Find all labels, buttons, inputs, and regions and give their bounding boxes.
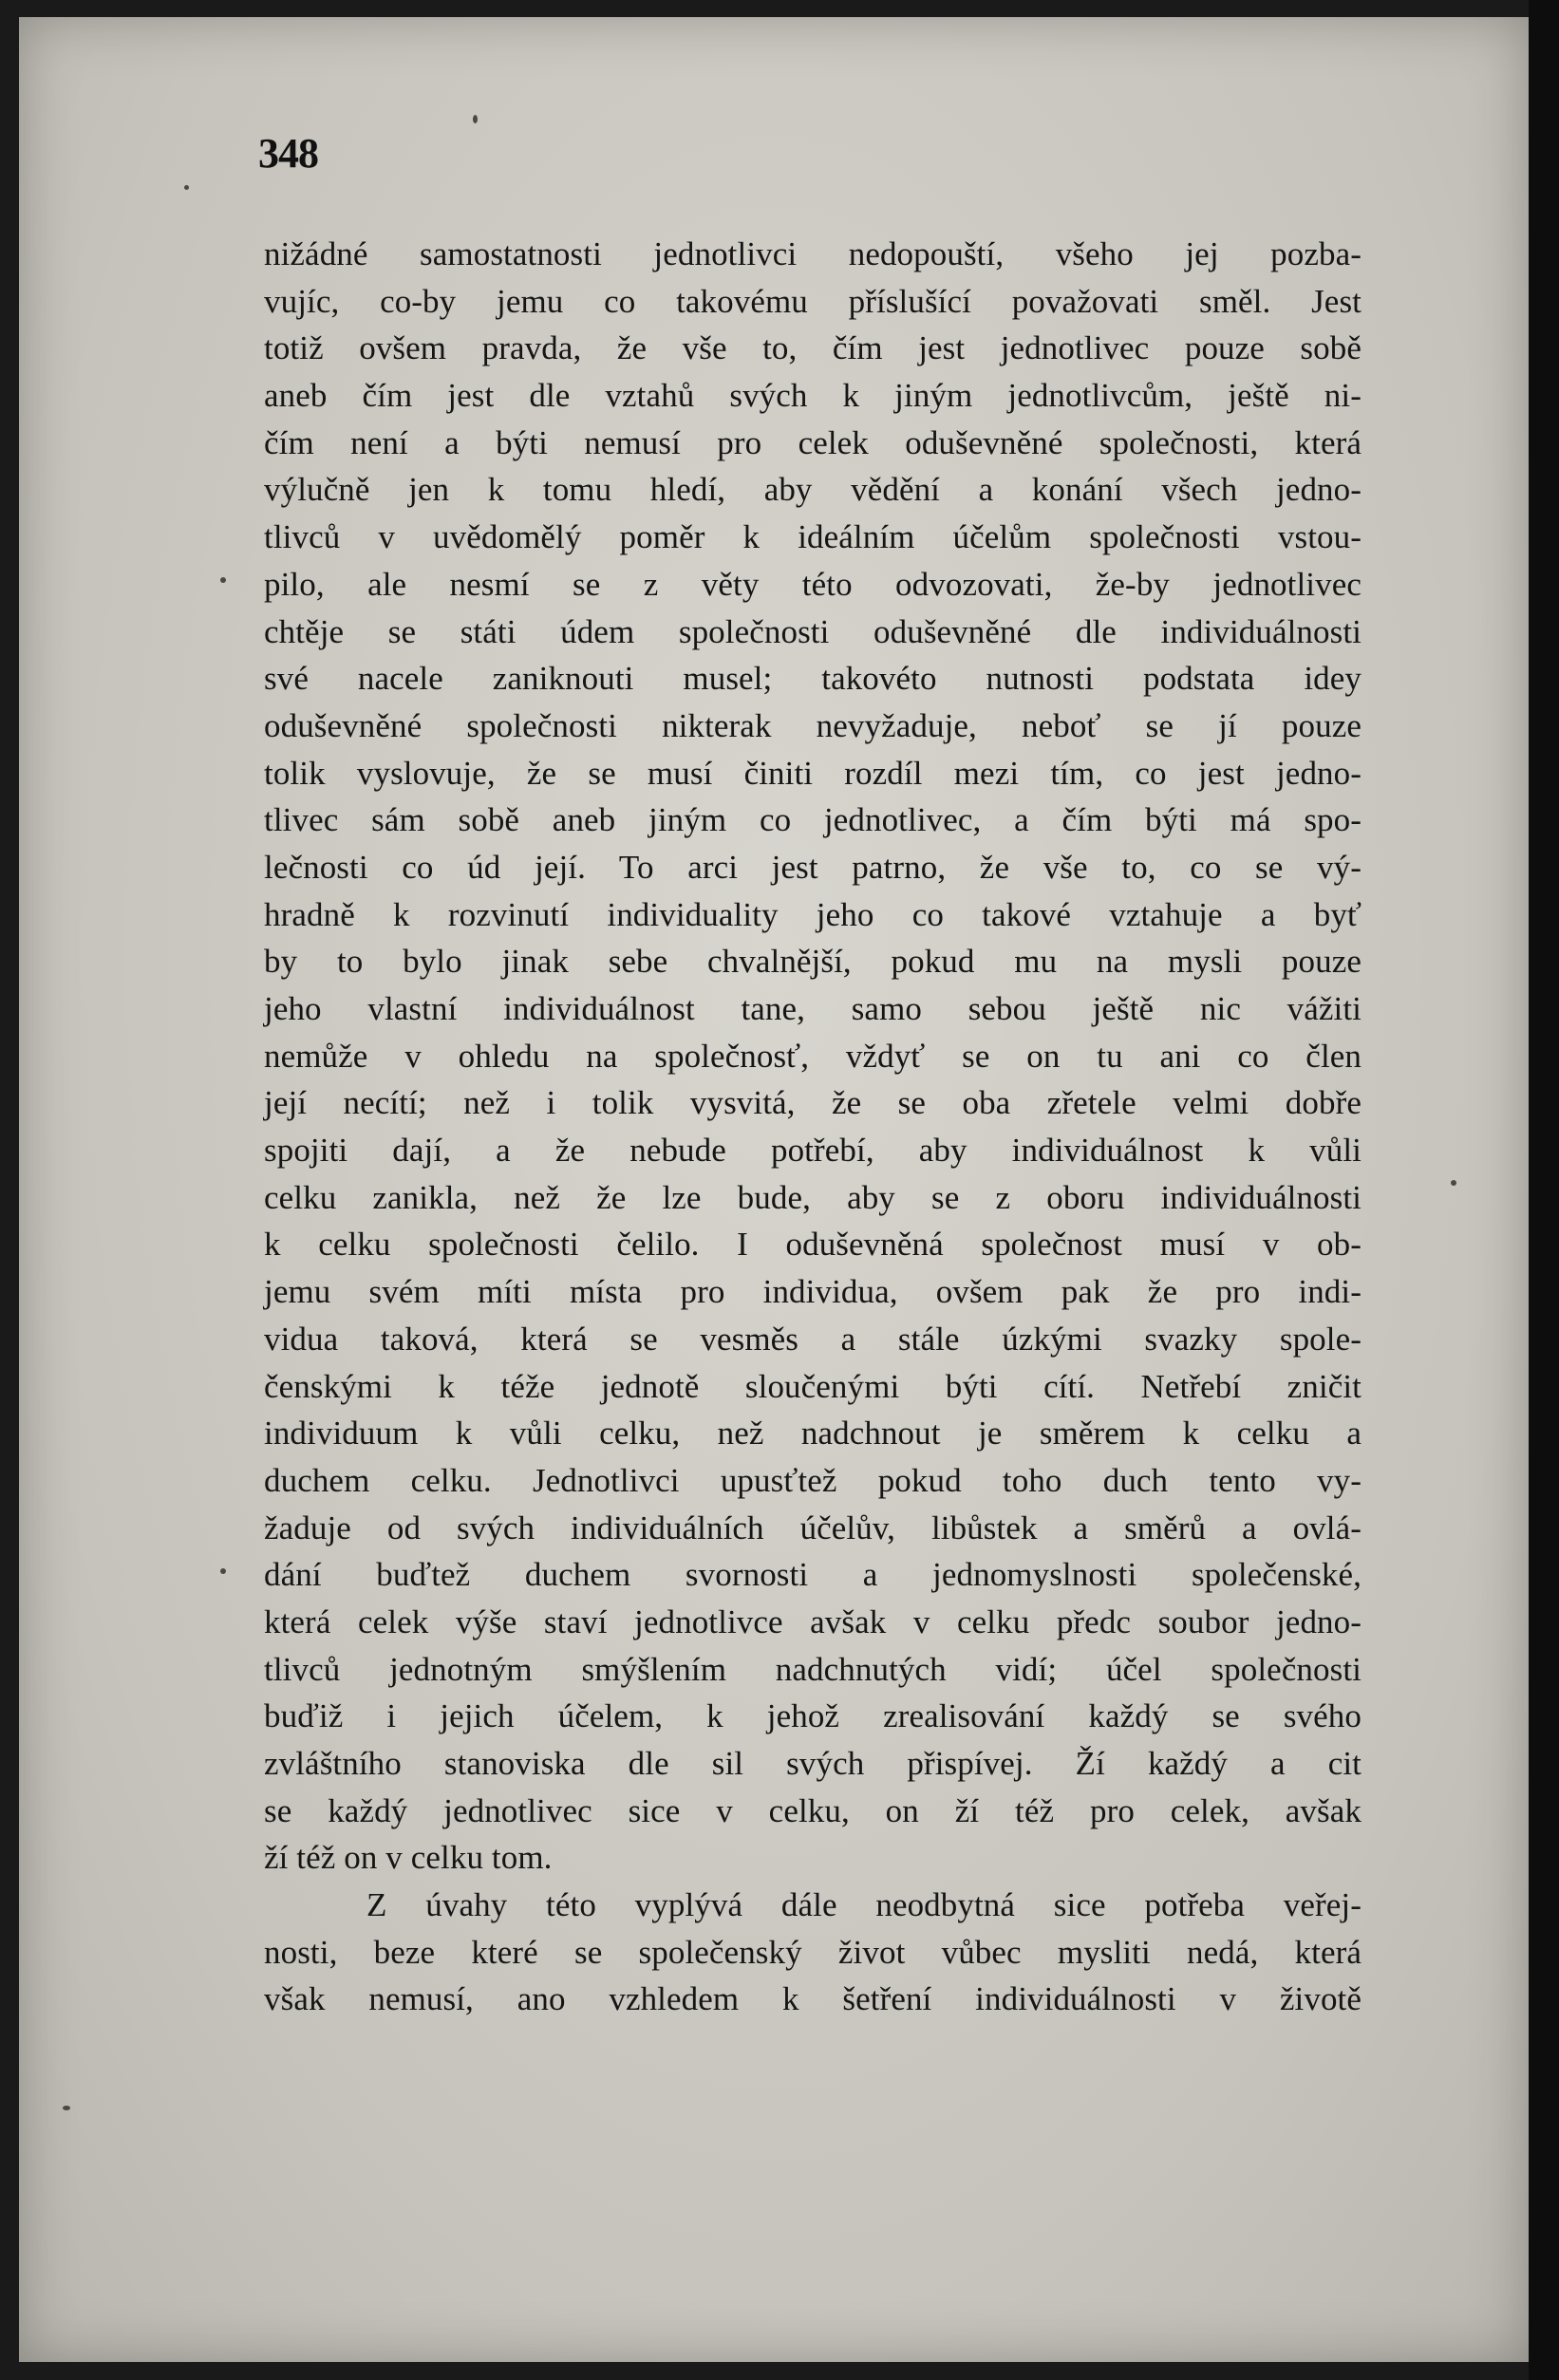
- text-line: tlivců v uvědomělý poměr k ideálním účelům společnosti vstou-: [264, 518, 1362, 556]
- text-line: ží též on v celku tom.: [264, 1839, 553, 1877]
- text-line: čím není a býti nemusí pro celek oduševněné společnosti, která: [264, 423, 1362, 461]
- text-line: zvláštního stanoviska dle sil svých přispívej. Ží každý a cit: [264, 1745, 1362, 1782]
- text-line: lečnosti co úd její. To arci jest patrno, že vše to, co se vý-: [264, 848, 1362, 886]
- text-line: by to bylo jinak sebe chvalnější, pokud mu na mysli pouze: [264, 943, 1362, 981]
- ink-speck: [220, 577, 226, 583]
- text-line: její necítí; než i tolik vysvitá, že se oba zřetele velmi dobře: [264, 1084, 1362, 1122]
- text-line: duchem celku. Jednotlivci upusťtež pokud toho duch tento vy-: [264, 1461, 1362, 1499]
- text-line: dání buďtež duchem svornosti a jednomyslnosti společenské,: [264, 1556, 1362, 1594]
- text-line: spojiti dají, a že nebude potřebí, aby individuálnost k vůli: [264, 1132, 1362, 1170]
- text-line: aneb čím jest dle vztahů svých k jiným jednotlivcům, ještě ni-: [264, 377, 1362, 415]
- text-line: výlučně jen k tomu hledí, aby vědění a konání všech jedno-: [264, 471, 1362, 509]
- text-line: žaduje od svých individuálních účelův, libůstek a směrů a ovlá-: [264, 1509, 1362, 1546]
- text-line: nižádné samostatnosti jednotlivci nedopouští, všeho jej pozba-: [264, 235, 1362, 272]
- text-line: vujíc, co-by jemu co takovému příslušící považovati směl. Jest: [264, 282, 1362, 320]
- book-page: [19, 17, 1529, 2362]
- ink-speck: [184, 185, 189, 190]
- text-line: k celku společnosti čelilo. I oduševněná společnost musí v ob-: [264, 1226, 1362, 1264]
- ink-speck: [1451, 1180, 1456, 1186]
- text-line: buďiž i jejich účelem, k jehož zrealisování každý se svého: [264, 1697, 1362, 1735]
- page-edge-shadow: [1529, 0, 1559, 2380]
- text-line: chtěje se státi údem společnosti oduševněné dle individuálnosti: [264, 612, 1362, 650]
- text-line: se každý jednotlivec sice v celku, on ží též pro celek, avšak: [264, 1791, 1362, 1829]
- text-line: pilo, ale nesmí se z věty této odvozovati, že-by jednotlivec: [264, 565, 1362, 603]
- text-line: čenskými k téže jednotě sloučenými býti cítí. Netřebí zničit: [264, 1367, 1362, 1405]
- text-line: tlivec sám sobě aneb jiným co jednotlivec, a čím býti má spo-: [264, 801, 1362, 839]
- text-line: oduševněné společnosti nikterak nevyžaduje, neboť se jí pouze: [264, 706, 1362, 744]
- ink-speck: [473, 115, 478, 123]
- ink-speck: [63, 2106, 70, 2110]
- text-line: celku zanikla, než že lze bude, aby se z oboru individuálnosti: [264, 1178, 1362, 1216]
- text-line: která celek výše staví jednotlivce avšak v celku předc soubor jedno-: [264, 1602, 1362, 1640]
- text-line: tolik vyslovuje, že se musí činiti rozdíl mezi tím, co jest jedno-: [264, 754, 1362, 792]
- text-line: nosti, beze které se společenský život vůbec mysliti nedá, která: [264, 1933, 1362, 1971]
- text-line: tlivců jednotným smýšlením nadchnutých vidí; účel společnosti: [264, 1650, 1362, 1688]
- text-line: jeho vlastní individuálnost tane, samo sebou ještě nic vážiti: [264, 990, 1362, 1027]
- text-line: nemůže v ohledu na společnosť, vždyť se on tu ani co člen: [264, 1037, 1362, 1075]
- text-line: jemu svém míti místa pro individua, ovšem pak že pro indi-: [264, 1273, 1362, 1311]
- ink-speck: [220, 1568, 226, 1574]
- text-line: však nemusí, ano vzhledem k šetření individuálnosti v životě: [264, 1980, 1362, 2018]
- text-line: hradně k rozvinutí individuality jeho co takové vztahuje a byť: [264, 895, 1362, 933]
- body-text: [264, 231, 1362, 2023]
- text-line: Z úvahy této vyplývá dále neodbytná sice potřeba veřej-: [366, 1886, 1362, 1924]
- text-line: individuum k vůli celku, než nadchnout je směrem k celku a: [264, 1415, 1362, 1452]
- text-line: vidua taková, která se vesměs a stále úzkými svazky spole-: [264, 1320, 1362, 1358]
- text-line: totiž ovšem pravda, že vše to, čím jest jednotlivec pouze sobě: [264, 329, 1362, 367]
- page-number: 348: [258, 130, 318, 177]
- text-line: své nacele zaniknouti musel; takovéto nutnosti podstata idey: [264, 660, 1362, 698]
